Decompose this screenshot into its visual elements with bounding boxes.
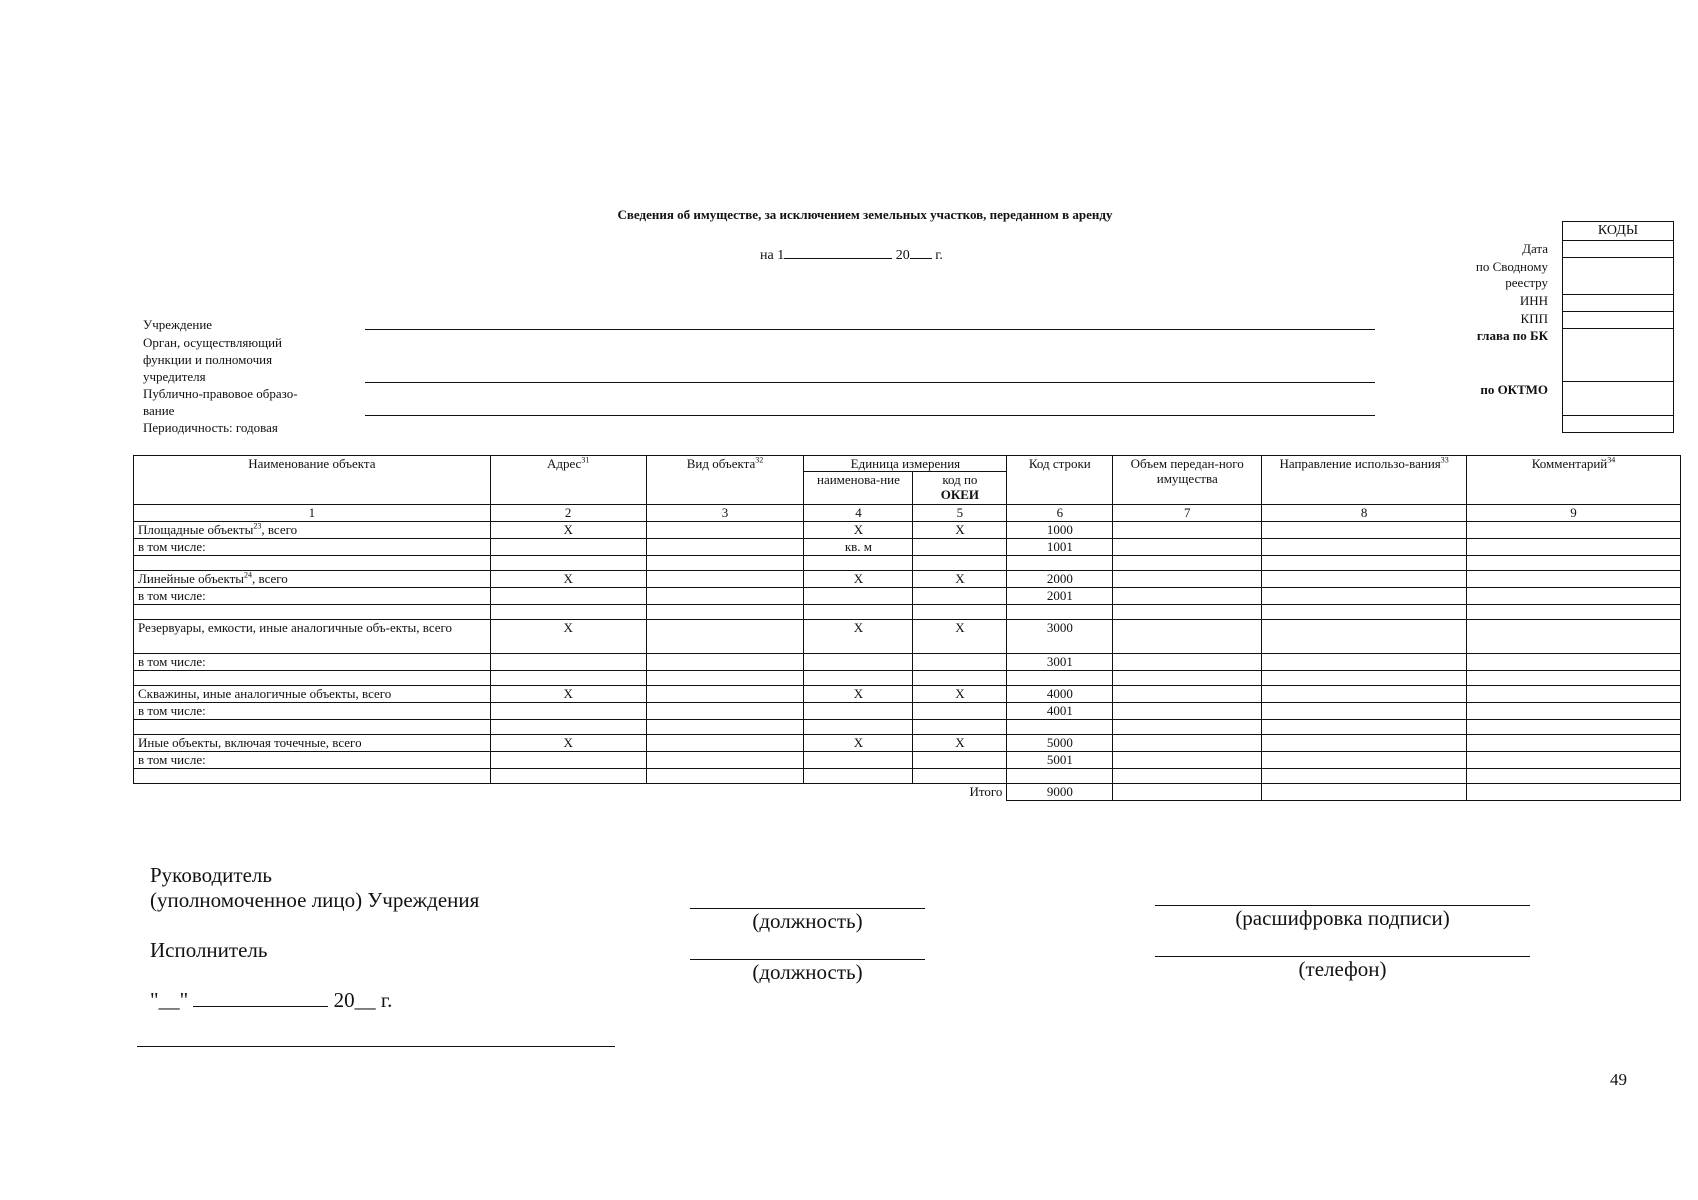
col-number: 4 xyxy=(804,505,913,522)
field-founder-label-2: функции и полномочия xyxy=(143,352,273,367)
col-number: 3 xyxy=(646,505,804,522)
table-row xyxy=(134,571,1681,588)
code-kpp-cell[interactable] xyxy=(1563,312,1673,329)
executor-phone-caption: (телефон) xyxy=(1298,957,1387,981)
col-header-direction: Направление использо-вания$^{33}$ xyxy=(1262,456,1467,505)
type-cell[interactable] xyxy=(646,571,804,588)
comment-cell[interactable] xyxy=(1467,539,1681,556)
total-comment-cell[interactable] xyxy=(1467,784,1681,801)
direction-cell[interactable] xyxy=(1262,522,1467,539)
codes-header: КОДЫ xyxy=(1563,222,1673,241)
date-prefix: на 1 xyxy=(760,248,785,263)
x-mark: X xyxy=(804,571,913,588)
total-direction-cell[interactable] xyxy=(1262,784,1467,801)
row-name: в том числе: xyxy=(134,588,491,605)
table-row xyxy=(134,735,1681,752)
row-code: 3001 xyxy=(1007,654,1113,671)
table-row xyxy=(134,539,1681,556)
col-number: 9 xyxy=(1467,505,1681,522)
row-code: 4000 xyxy=(1007,686,1113,703)
x-mark: X xyxy=(804,620,913,654)
row-code: 1000 xyxy=(1007,522,1113,539)
col-number: 2 xyxy=(490,505,646,522)
row-name: в том числе: xyxy=(134,703,491,720)
col-header-name: Наименование объекта xyxy=(134,456,491,505)
page-number: 49 xyxy=(1610,1070,1627,1089)
row-name: в том числе: xyxy=(134,539,491,556)
codes-box xyxy=(1562,221,1674,433)
type-cell[interactable] xyxy=(646,620,804,654)
code-oktmo-cell[interactable] xyxy=(1563,382,1673,416)
col-header-type: Вид объекта$^{32}$ xyxy=(646,456,804,505)
field-institution-label: Учреждение xyxy=(143,317,213,332)
col-number: 8 xyxy=(1262,505,1467,522)
row-code: 5001 xyxy=(1007,752,1113,769)
table-row xyxy=(134,556,1681,571)
code-registry-cell[interactable] xyxy=(1563,258,1673,295)
x-mark: X xyxy=(804,522,913,539)
property-table xyxy=(133,455,1681,801)
code-label-kpp: КПП xyxy=(1520,311,1548,326)
unit-code-cell[interactable] xyxy=(913,539,1007,556)
row-code: 2001 xyxy=(1007,588,1113,605)
table-row xyxy=(134,686,1681,703)
date-suffix: г. xyxy=(935,248,943,263)
form-title: Сведения об имуществе, за исключением земельных участков, переданном в аренду xyxy=(617,207,1113,222)
field-periodicity: Периодичность: годовая xyxy=(143,420,278,435)
col-header-unit-name: наименова-ние xyxy=(804,472,913,505)
table-row xyxy=(134,703,1681,720)
row-code: 4001 xyxy=(1007,703,1113,720)
col-number: 1 xyxy=(134,505,491,522)
x-mark: X xyxy=(490,735,646,752)
code-inn-cell[interactable] xyxy=(1563,295,1673,312)
direction-cell[interactable] xyxy=(1262,571,1467,588)
table-row xyxy=(134,752,1681,769)
row-name: Линейные объекты$^{24}$, всего xyxy=(134,571,491,588)
x-mark: X xyxy=(913,571,1007,588)
row-name: Иные объекты, включая точечные, всего xyxy=(134,735,491,752)
field-public-label-1: Публично-правовое образо- xyxy=(143,386,298,401)
field-founder-label-1: Орган, осуществляющий xyxy=(143,335,282,350)
date-month-blank[interactable] xyxy=(193,988,328,1007)
report-date-line xyxy=(760,244,943,264)
total-row xyxy=(134,784,1681,801)
table-row xyxy=(134,605,1681,620)
code-empty-cell[interactable] xyxy=(1563,416,1673,433)
comment-cell[interactable] xyxy=(1467,522,1681,539)
date-blank[interactable] xyxy=(784,244,892,259)
field-public-label-2: вание xyxy=(143,403,175,418)
x-mark: X xyxy=(913,686,1007,703)
bottom-rule xyxy=(137,1046,615,1047)
table-row xyxy=(134,720,1681,735)
public-input-line[interactable] xyxy=(365,415,1375,416)
executor-position-caption: (должность) xyxy=(752,960,863,984)
field-founder-label-3: учредителя xyxy=(143,369,206,384)
column-numbers-row xyxy=(134,505,1681,522)
row-name: Площадные объекты$^{23}$, всего xyxy=(134,522,491,539)
col-number: 5 xyxy=(913,505,1007,522)
col-header-unit: Единица измерения xyxy=(804,456,1007,472)
table-row xyxy=(134,769,1681,784)
code-label-oktmo: по ОКТМО xyxy=(1480,382,1548,397)
table-header-row xyxy=(134,456,1681,472)
row-name: в том числе: xyxy=(134,654,491,671)
founder-input-line[interactable] xyxy=(365,382,1375,383)
table-row xyxy=(134,654,1681,671)
row-code: 2000 xyxy=(1007,571,1113,588)
x-mark: X xyxy=(490,686,646,703)
code-label-inn: ИНН xyxy=(1519,293,1548,308)
date-year-prefix: 20 xyxy=(895,248,910,263)
date-year: 20__ г. xyxy=(333,988,393,1012)
code-label-registry: по Сводному реестру xyxy=(1475,259,1548,290)
direction-cell[interactable] xyxy=(1262,539,1467,556)
col-header-unit-code: код по ОКЕИ xyxy=(913,472,1007,505)
col-header-address: Адрес$^{31}$ xyxy=(490,456,646,505)
code-label-date: Дата xyxy=(1522,241,1548,256)
institution-input-line[interactable] xyxy=(365,329,1375,330)
table-row xyxy=(134,620,1681,654)
x-mark: X xyxy=(913,620,1007,654)
x-mark: X xyxy=(913,735,1007,752)
total-code: 9000 xyxy=(1007,784,1113,801)
row-code: 5000 xyxy=(1007,735,1113,752)
table-row xyxy=(134,522,1681,539)
row-name: Скважины, иные аналогичные объекты, всего xyxy=(134,686,491,703)
head-label-2: (уполномоченное лицо) Учреждения xyxy=(150,888,480,912)
table-row xyxy=(134,671,1681,686)
x-mark: X xyxy=(804,686,913,703)
x-mark: X xyxy=(913,522,1007,539)
row-name: Резервуары, емкости, иные аналогичные объ-екты, всего xyxy=(134,620,491,654)
head-position-caption: (должность) xyxy=(752,909,863,933)
col-header-volume: Объем передан-ного имущества xyxy=(1113,456,1262,505)
total-volume-cell[interactable] xyxy=(1113,784,1262,801)
x-mark: X xyxy=(490,620,646,654)
row-code: 3000 xyxy=(1007,620,1113,654)
code-date-cell[interactable] xyxy=(1563,241,1673,258)
row-code: 1001 xyxy=(1007,539,1113,556)
table-row xyxy=(134,588,1681,605)
col-number: 6 xyxy=(1007,505,1113,522)
total-label: Итого xyxy=(913,784,1007,801)
comment-cell[interactable] xyxy=(1467,571,1681,588)
code-label-bk: глава по БК xyxy=(1476,328,1548,343)
executor-label: Исполнитель xyxy=(150,938,268,962)
signature-date xyxy=(150,988,392,1013)
year-blank[interactable] xyxy=(910,244,932,259)
volume-cell[interactable] xyxy=(1113,522,1262,539)
volume-cell[interactable] xyxy=(1113,571,1262,588)
col-header-comment: Комментарий$^{34}$ xyxy=(1467,456,1681,505)
head-decoding-caption: (расшифровка подписи) xyxy=(1235,906,1450,930)
unit-name-cell: кв. м xyxy=(804,539,913,556)
col-number: 7 xyxy=(1113,505,1262,522)
code-bk-cell[interactable] xyxy=(1563,329,1673,382)
x-mark: X xyxy=(804,735,913,752)
type-cell[interactable] xyxy=(646,522,804,539)
head-label-1: Руководитель xyxy=(150,863,272,887)
address-cell[interactable] xyxy=(490,539,646,556)
date-quote: "__" xyxy=(150,988,189,1012)
row-name: в том числе: xyxy=(134,752,491,769)
x-mark: X xyxy=(490,571,646,588)
volume-cell[interactable] xyxy=(1113,539,1262,556)
col-header-row-code: Код строки xyxy=(1007,456,1113,505)
x-mark: X xyxy=(490,522,646,539)
type-cell[interactable] xyxy=(646,539,804,556)
